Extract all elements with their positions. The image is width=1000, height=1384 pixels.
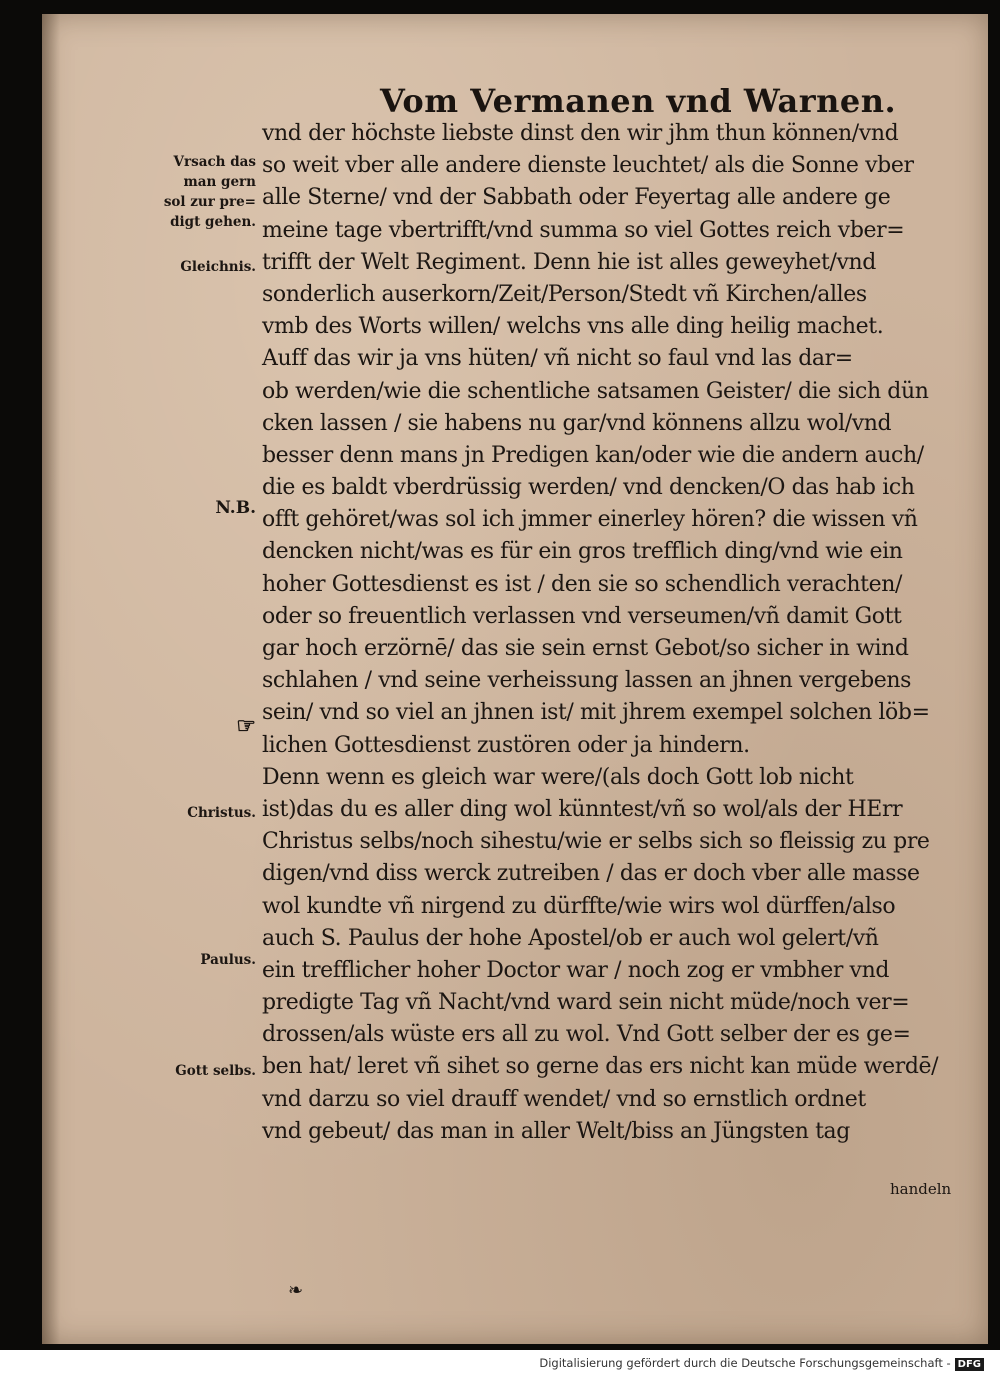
running-header: Vom Vermanen vnd Warnen. — [380, 82, 897, 120]
margin-note-line: Vrsach das — [173, 154, 256, 170]
text-line: trifft der Welt Regiment. Denn hie ist alles geweyhet/vnd — [262, 249, 876, 275]
margin-note-line: Gott selbs. — [175, 1063, 256, 1079]
text-line: hoher Gottesdienst es ist / den sie so schendlich verachten/ — [262, 571, 902, 597]
dfg-logo: DFG — [955, 1358, 984, 1371]
text-line: vnd gebeut/ das man in aller Welt/biss an Jüngsten tag — [262, 1118, 850, 1144]
text-line: ein trefflicher hoher Doctor war / noch zog er vmbher vnd — [262, 957, 890, 983]
margin-note-nb — [128, 498, 256, 518]
text-line: cken lassen / sie habens nu gar/vnd könnens allzu wol/vnd — [262, 410, 892, 436]
margin-note-line: digt gehen. — [170, 214, 256, 230]
text-line: vnd darzu so viel drauff wendet/ vnd so ernstlich ordnet — [262, 1086, 866, 1112]
text-line: offt gehöret/was sol ich jmmer einerley hören? die wissen vñ — [262, 507, 918, 533]
text-line: sonderlich auserkorn/Zeit/Person/Stedt vñ Kirchen/alles — [262, 281, 867, 307]
text-line: ist)das du es aller ding wol künntest/vñ so wol/als der HErr — [262, 796, 903, 822]
margin-note-line: ☞ — [236, 713, 256, 739]
margin-note-line: sol zur pre= — [163, 194, 256, 210]
text-line: die es baldt vberdrüssig werden/ vnd dencken/O das hab ich — [262, 475, 915, 501]
text-line: meine tage vbertrifft/vnd summa so viel Gottes reich vber= — [262, 217, 905, 243]
text-line: so weit vber alle andere dienste leuchtet/ als die Sonne vber — [262, 153, 914, 179]
text-line: Denn wenn es gleich war were/(als doch Gott lob nicht — [262, 764, 854, 790]
margin-note-line: N.B. — [215, 498, 256, 518]
text-line: vnd der höchste liebste dinst den wir jhm thun können/vnd — [262, 121, 899, 146]
text-line: besser denn mans jn Predigen kan/oder wie die andern auch/ — [262, 442, 924, 468]
margin-note-line: Paulus. — [200, 952, 256, 968]
margin-note-vrsach — [128, 152, 256, 232]
text-line: vmb des Worts willen/ welchs vns alle ding heilig machet. — [262, 314, 884, 340]
margin-note-paulus — [128, 950, 256, 970]
text-line: Christus selbs/noch sihestu/wie er selbs sich so fleissig zu pre — [262, 829, 930, 855]
text-line: ob werden/wie die schentliche satsamen Geister/ die sich dün — [262, 378, 929, 404]
text-line: dencken nicht/was es für ein gros trefflich ding/vnd wie ein — [262, 539, 903, 565]
credit-text: Digitalisierung gefördert durch die Deutsche Forschungsgemeinschaft - — [539, 1356, 951, 1370]
text-line: digen/vnd diss werck zutreiben / das er doch vber alle masse — [262, 861, 920, 887]
page-gutter-shadow — [42, 14, 60, 1344]
margin-note-line: Gleichnis. — [180, 259, 256, 275]
text-line: gar hoch erzörnē/ das sie sein ernst Gebot/so sicher in wind — [262, 636, 909, 661]
text-line: wol kundte vñ nirgend zu dürffte/wie wirs wol dürffen/also — [262, 893, 896, 919]
text-line: lichen Gottesdienst zustören oder ja hindern. — [262, 732, 750, 758]
margin-note-line: Christus. — [187, 805, 256, 821]
digitization-credit — [0, 1356, 984, 1371]
text-line: schlahen / vnd seine verheissung lassen an jhnen vergebens — [262, 668, 912, 694]
text-line: sein/ vnd so viel an jhnen ist/ mit jhrem exempel solchen löb= — [262, 700, 930, 726]
page-body — [262, 118, 982, 1148]
text-line: predigte Tag vñ Nacht/vnd ward sein nicht müde/noch ver= — [262, 990, 910, 1016]
margin-note-gott-selbs — [128, 1061, 256, 1081]
text-line: alle Sterne/ vnd der Sabbath oder Feyertag alle andere ge — [262, 185, 891, 211]
text-line: drossen/als wüste ers all zu wol. Vnd Gott selber der es ge= — [262, 1022, 911, 1048]
text-line: auch S. Paulus der hohe Apostel/ob er auch wol gelert/vñ — [262, 925, 879, 951]
pointing-hand-icon — [128, 713, 256, 739]
fleuron-ornament-icon: ❧ — [288, 1280, 304, 1301]
margin-note-line: man gern — [183, 174, 256, 190]
catchword: handeln — [890, 1180, 952, 1198]
text-line: ben hat/ leret vñ sihet so gerne das ers nicht kan müde werdē/ — [262, 1054, 939, 1080]
margin-note-gleichnis — [128, 257, 256, 277]
margin-note-christus — [128, 803, 256, 823]
text-line: oder so freuentlich verlassen vnd verseumen/vñ damit Gott — [262, 603, 902, 629]
text-line: Auff das wir ja vns hüten/ vñ nicht so faul vnd las dar= — [262, 346, 853, 372]
